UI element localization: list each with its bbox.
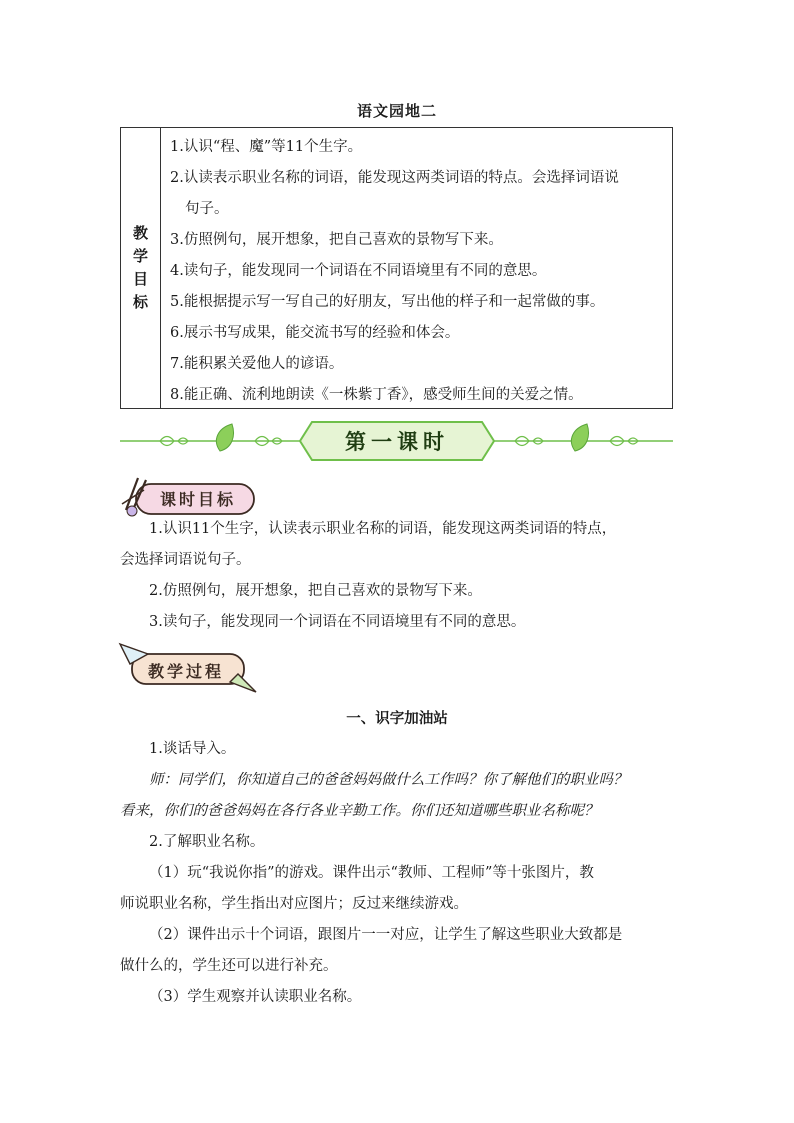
lesson-goals-badge-label: 课时目标 xyxy=(160,490,237,509)
process-line: 2.了解职业名称。 xyxy=(149,834,265,850)
section-heading: 一、识字加油站 xyxy=(346,710,448,727)
lesson-goal-line: 3.读句子，能发现同一个词语在不同语境里有不同的意思。 xyxy=(149,614,526,630)
right-leaf-icon xyxy=(571,424,588,451)
teacher-speech-line: 师：同学们，你知道自己的爸爸妈妈做什么工作吗？你了解他们的职业吗？ xyxy=(149,772,628,788)
goal-item-continued: 句子。 xyxy=(185,201,229,217)
document-title: 语文园地二 xyxy=(356,102,437,120)
lesson-title-banner xyxy=(120,418,673,464)
teaching-goals-list xyxy=(161,128,672,408)
teaching-goals-table xyxy=(120,127,673,409)
goal-item: 2.认读表示职业名称的词语，能发现这两类词语的特点。会选择词语说 xyxy=(170,170,619,186)
left-leaf-icon xyxy=(216,424,233,451)
label-char: 学 xyxy=(132,247,148,265)
label-char: 目 xyxy=(132,270,148,288)
teaching-process-badge xyxy=(118,640,258,694)
goal-item: 1.认识“程、魔”等11个生字。 xyxy=(170,139,363,155)
goal-item: 7.能积累关爱他人的谚语。 xyxy=(170,356,344,372)
process-line: 1.谈话导入。 xyxy=(149,741,236,757)
lesson-goal-line-continued: 会选择词语说句子。 xyxy=(120,552,251,568)
process-line: （2）课件出示十个词语，跟图片一一对应，让学生了解这些职业大致都是 xyxy=(149,927,623,943)
label-char: 教 xyxy=(132,224,148,242)
process-line: （1）玩“我说你指”的游戏。课件出示“教师、工程师”等十张图片，教 xyxy=(149,865,594,881)
lesson-goal-line: 1.认识11个生字，认读表示职业名称的词语，能发现这两类词语的特点， xyxy=(149,521,617,537)
process-line-continued: 做什么的，学生还可以进行补充。 xyxy=(120,958,338,974)
process-line: （3）学生观察并认读职业名称。 xyxy=(149,989,362,1005)
teaching-process-badge-label: 教学过程 xyxy=(148,662,225,681)
left-vine-ornament xyxy=(120,437,310,446)
goal-item: 8.能正确、流利地朗读《一株紫丁香》，感受师生间的关爱之情。 xyxy=(170,387,583,403)
process-line-continued: 师说职业名称，学生指出对应图片；反过来继续游戏。 xyxy=(120,896,468,912)
teacher-speech-line-continued: 看来，你们的爸爸妈妈在各行各业辛勤工作。你们还知道哪些职业名称呢？ xyxy=(120,803,599,819)
teaching-goals-label xyxy=(121,128,161,408)
goal-item: 3.仿照例句，展开想象，把自己喜欢的景物写下来。 xyxy=(170,232,503,248)
lesson-goal-line: 2.仿照例句，展开想象，把自己喜欢的景物写下来。 xyxy=(149,583,482,599)
goal-item: 4.读句子，能发现同一个词语在不同语境里有不同的意思。 xyxy=(170,263,547,279)
label-char: 标 xyxy=(132,293,148,311)
goal-item: 5.能根据提示写一写自己的好朋友，写出他的样子和一起常做的事。 xyxy=(170,294,605,310)
goal-item: 6.展示书写成果，能交流书写的经验和体会。 xyxy=(170,325,460,341)
lesson-title: 第一课时 xyxy=(345,430,449,454)
